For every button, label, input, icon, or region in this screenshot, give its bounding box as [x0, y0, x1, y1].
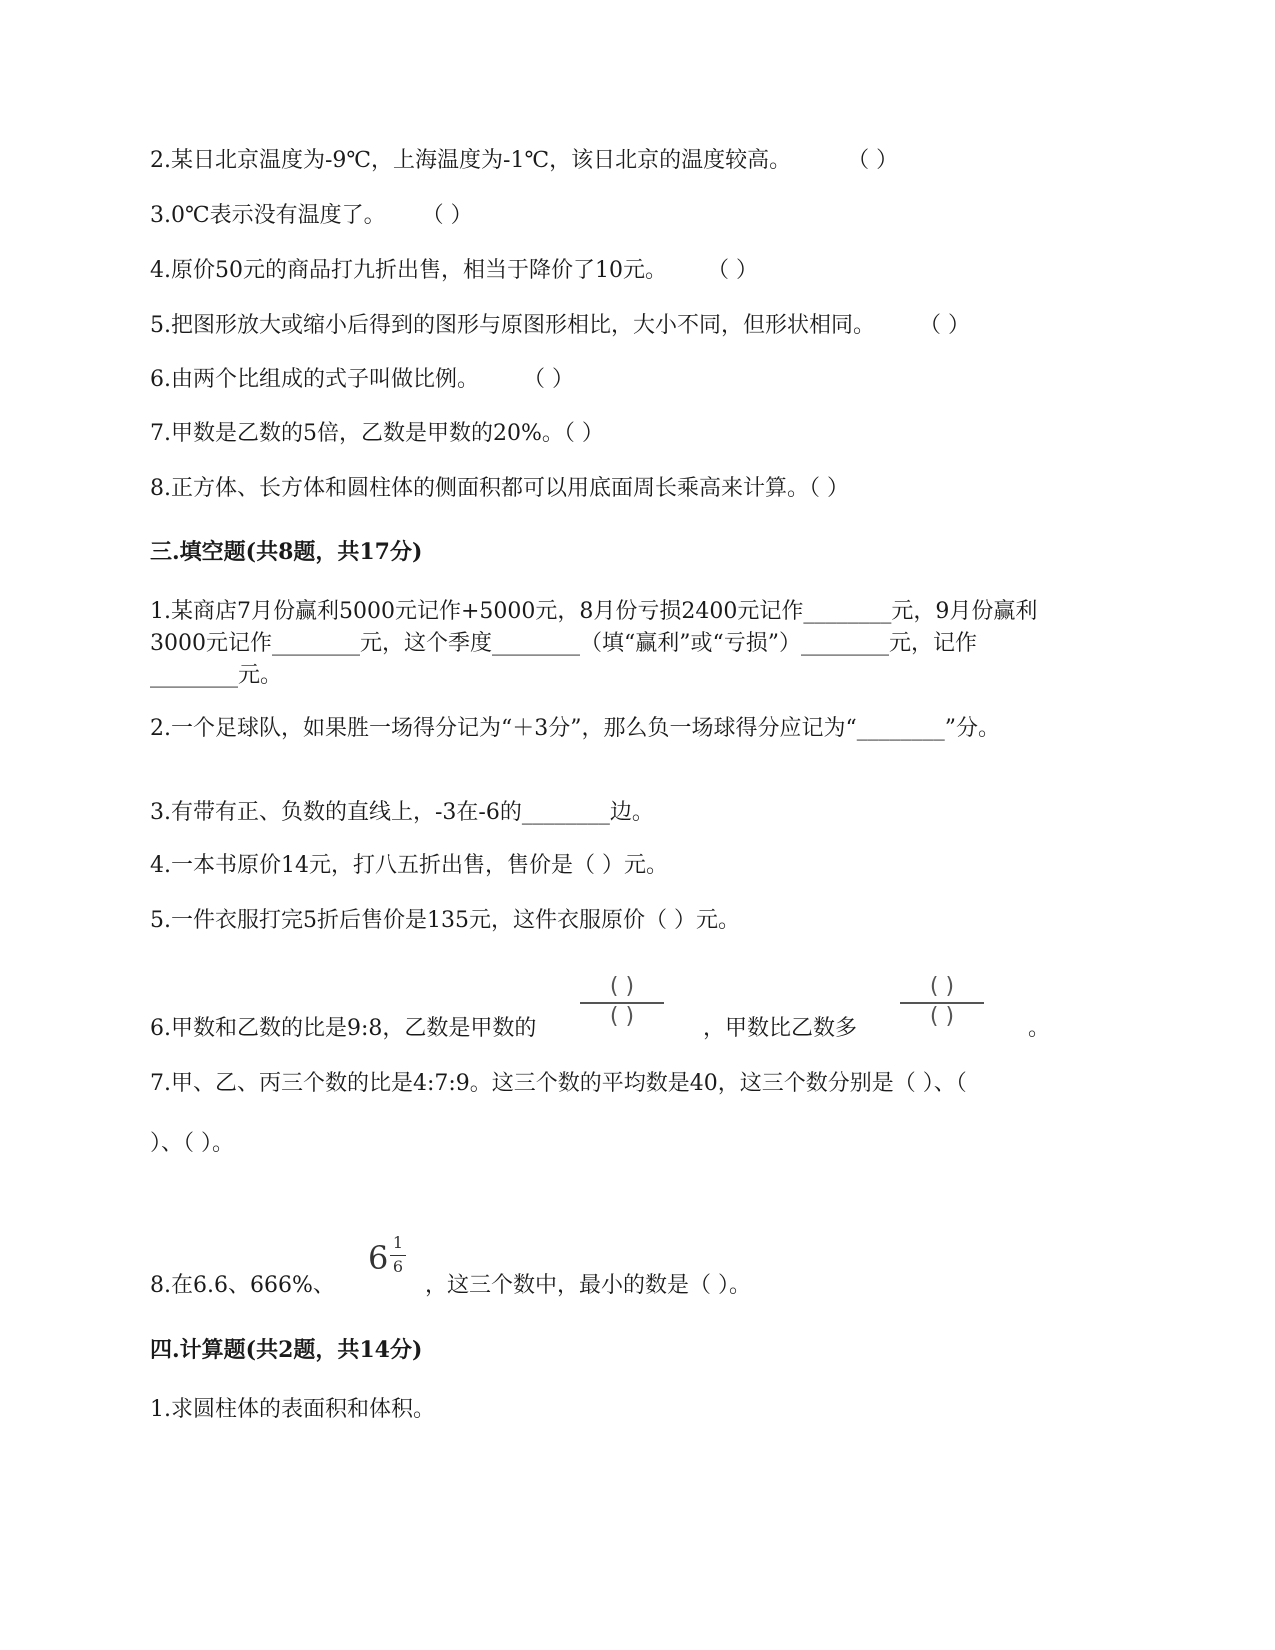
fill-q4: 4.一本书原价14元，打八五折出售，售价是（ ）元。 [150, 853, 668, 878]
judge-q3 [150, 200, 473, 232]
judge-q3-paren: （ ） [421, 203, 473, 228]
fraction-blank-2-numerator: ( ) [929, 974, 955, 999]
fill-q2: 2.一个足球队，如果胜一场得分记为“＋3分”，那么负一场球得分应记为“________”分。 [150, 716, 1000, 741]
judge-q4-paren: （ ） [706, 258, 758, 283]
fill-q6-part2: ，甲数比乙数多 [703, 1016, 858, 1041]
judge-q4 [150, 255, 758, 287]
mixed-number-denominator: 6 [392, 1257, 404, 1276]
section3-title: 三.填空题(共8题，共17分) [150, 539, 423, 565]
fill-q1-line3: ________元。 [150, 663, 283, 688]
judge-q3-text: 3.0℃表示没有温度了。 [150, 203, 386, 228]
fill-q1-line2: 3000元记作________元，这个季度________（填“赢利”或“亏损”）________元，记作 [150, 631, 977, 656]
fill-q8-part1: 8.在6.6、666%、 [150, 1273, 335, 1298]
fraction-blank-2 [900, 974, 984, 1030]
fraction-blank-1-denominator: ( ) [609, 1004, 635, 1029]
fraction-blank-2-denominator: ( ) [929, 1004, 955, 1029]
fill-q5: 5.一件衣服打完5折后售价是135元，这件衣服原价（ ）元。 [150, 908, 740, 933]
fill-q1-line1: 1.某商店7月份赢利5000元记作+5000元，8月份亏损2400元记作________元，9月份赢利 [150, 599, 1038, 624]
judge-q5-paren: （ ） [919, 313, 970, 338]
mixed-number-whole: 6 [368, 1239, 389, 1277]
judge-q6-paren: （ ） [523, 367, 574, 392]
calc-q1: 1.求圆柱体的表面积和体积。 [150, 1397, 435, 1422]
fill-q8-part2: ，这三个数中，最小的数是（ ）。 [425, 1273, 751, 1298]
judge-q5 [150, 310, 970, 342]
judge-q2 [150, 145, 898, 177]
judge-q5-text: 5.把图形放大或缩小后得到的图形与原图形相比，大小不同，但形状相同。 [150, 313, 875, 338]
fill-q6-part3: 。 [1028, 1016, 1051, 1041]
judge-q4-text: 4.原价50元的商品打九折出售，相当于降价了10元。 [150, 258, 667, 283]
fill-q7-line1: 7.甲、乙、丙三个数的比是4:7:9。这三个数的平均数是40，这三个数分别是（ ）、（ [150, 1071, 967, 1096]
mixed-number-numerator: 1 [392, 1233, 404, 1252]
judge-q2-text: 2.某日北京温度为-9℃，上海温度为-1℃，该日北京的温度较高。 [150, 148, 792, 173]
section4-title: 四.计算题(共2题，共14分) [150, 1337, 423, 1363]
judge-q6 [150, 364, 574, 396]
fraction-blank-1 [580, 974, 664, 1030]
judge-q6-text: 6.由两个比组成的式子叫做比例。 [150, 367, 479, 392]
mixed-number-bar [390, 1255, 406, 1256]
fill-q3: 3.有带有正、负数的直线上，-3在-6的________边。 [150, 800, 654, 825]
fill-q6-part1: 6.甲数和乙数的比是9:8，乙数是甲数的 [150, 1016, 537, 1041]
fraction-blank-1-numerator: ( ) [609, 974, 635, 999]
mixed-number [368, 1234, 418, 1286]
judge-q7: 7.甲数是乙数的5倍，乙数是甲数的20%。（ ） [150, 421, 604, 446]
fill-q7-line2: ）、（ ）。 [150, 1131, 234, 1156]
judge-q8: 8.正方体、长方体和圆柱体的侧面积都可以用底面周长乘高来计算。（ ） [150, 476, 849, 501]
judge-q2-paren: （ ） [847, 148, 899, 173]
